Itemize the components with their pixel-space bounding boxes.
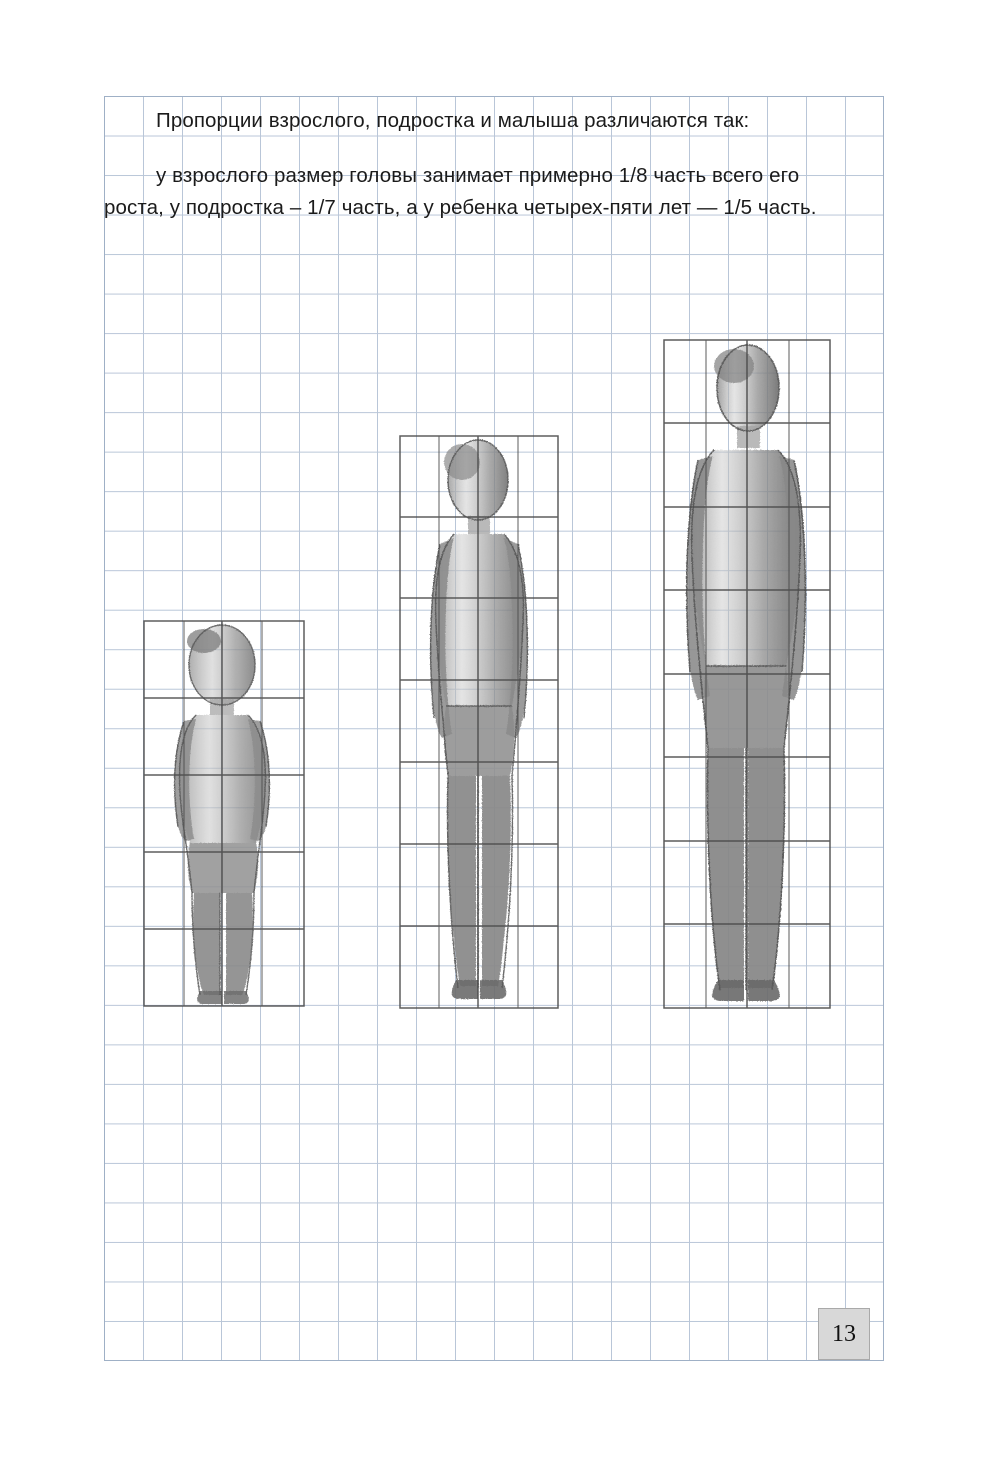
page-number: 13 [818, 1308, 870, 1360]
paragraph-intro: Пропорции взрослого, подростка и малыша различаются так: [156, 109, 750, 132]
paragraph-proportions: у взрослого размер головы занимает примерно 1/8 часть всего его роста, у подростка – 1/7 часть, а у ребенка четырех-пяти лет — 1/5 часть. [104, 164, 817, 219]
graph-paper-grid [104, 96, 884, 1361]
